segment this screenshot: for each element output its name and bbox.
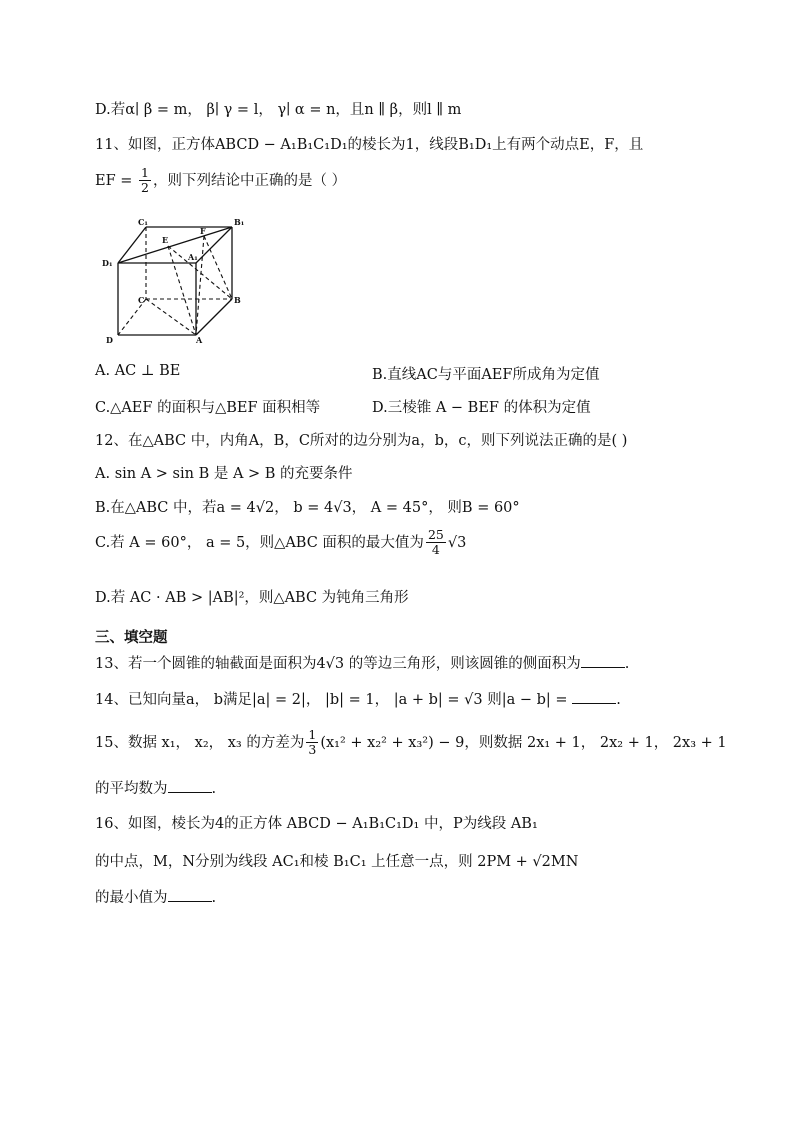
- q13-end: .: [624, 656, 630, 672]
- q12-option-c-root: √3: [447, 534, 467, 551]
- edge-b-a: [196, 299, 232, 335]
- q12-option-c-fraction: [426, 528, 446, 558]
- section-title-fill-in: 三、填空题: [95, 630, 168, 646]
- label-b: B: [234, 295, 241, 305]
- q16-end: .: [211, 890, 217, 906]
- q15-line2-text: 的平均数为: [95, 781, 168, 797]
- label-d: D: [106, 335, 113, 345]
- q15-post: (x₁² + x₂² + x₃²) − 9，则数据 2x₁ + 1， 2x₂ + 1， 2x₃ + 1: [320, 734, 727, 751]
- q15-pre: 15、数据 x₁， x₂， x₃ 的方差为: [95, 734, 305, 751]
- q13-line: [95, 652, 629, 673]
- q11-option-a: A. AC ⊥ BE: [95, 363, 181, 379]
- q15-end: .: [211, 781, 217, 797]
- q12-option-d: D.若 AC · AB > |AB|²，则△ABC 为钝角三角形: [95, 590, 409, 606]
- q11-stem-tail: ，则下列结论中正确的是（ ）: [152, 172, 347, 189]
- q11-ef-label: EF =: [95, 172, 138, 189]
- q15-frac-den: 3: [308, 742, 317, 758]
- q12-frac-den: 4: [431, 542, 440, 558]
- label-e: E: [162, 235, 169, 245]
- q12-frac-num: 25: [427, 527, 444, 542]
- segment-be: [168, 246, 232, 299]
- q16-line3-text: 的最小值为: [95, 890, 168, 906]
- label-a1: A₁: [188, 252, 198, 262]
- q12-option-a: A. sin A > sin B 是 A > B 的充要条件: [95, 466, 353, 482]
- cube-figure: [96, 215, 256, 345]
- q12-option-b: B.在△ABC 中，若a = 4√2， b = 4√3， A = 45°， 则B = 60°: [95, 500, 520, 516]
- q14-line: [95, 688, 621, 709]
- q11-option-d: D.三棱锥 A − BEF 的体积为定值: [372, 400, 591, 416]
- q11-option-b: B.直线AC与平面AEF所成角为定值: [372, 367, 600, 383]
- label-c: C: [138, 295, 145, 305]
- q15-frac-num: 1: [308, 727, 317, 742]
- q14-end: .: [616, 692, 621, 708]
- q16-line3: [95, 886, 216, 907]
- label-c1: C₁: [138, 217, 148, 227]
- q16-answer-blank[interactable]: [168, 887, 212, 902]
- q11-frac-num: 1: [141, 165, 149, 180]
- q11-frac-den: 2: [141, 180, 149, 196]
- q13-text: 13、若一个圆锥的轴截面是面积为4√3 的等边三角形，则该圆锥的侧面积为: [95, 656, 581, 672]
- q11-fraction: [139, 166, 151, 196]
- q11-stem-line2: [95, 166, 346, 196]
- q14-text: 14、已知向量a， b满足|a| = 2|， |b| = 1， |a + b| = √3 则|a − b| =: [95, 692, 573, 708]
- q12-stem: 12、在△ABC 中，内角A，B，C所对的边分别为a，b，c，则下列说法正确的是( ): [95, 433, 628, 449]
- segment-bf: [204, 236, 232, 299]
- edge-d1-c1: [118, 227, 146, 263]
- q15-fraction: [306, 728, 318, 758]
- q15-line2: [95, 777, 216, 798]
- q14-answer-blank[interactable]: [572, 689, 616, 704]
- q12-option-c-text: C.若 A = 60°， a = 5，则△ABC 面积的最大值为: [95, 534, 424, 551]
- q16-line1: 16、如图，棱长为4的正方体 ABCD − A₁B₁C₁D₁ 中，P为线段 AB₁: [95, 816, 538, 832]
- q10-option-d: D.若α∣ β = m， β∣ γ = l， γ∣ α = n，且n ∥ β，则l ∥ m: [95, 102, 462, 118]
- q16-line2: 的中点，M，N分别为线段 AC₁和棱 B₁C₁ 上任意一点，则 2PM + √2MN: [95, 854, 579, 870]
- q13-answer-blank[interactable]: [581, 653, 625, 668]
- q11-stem-line1: 11、如图，正方体ABCD − A₁B₁C₁D₁的棱长为1，线段B₁D₁上有两个动点E，F，且: [95, 137, 644, 153]
- q12-option-c: [95, 528, 466, 558]
- q15-answer-blank[interactable]: [168, 778, 212, 793]
- segment-af: [196, 236, 204, 335]
- label-f: F: [200, 226, 206, 236]
- label-a: A: [196, 335, 203, 345]
- segment-ac: [146, 299, 196, 335]
- label-d1: D₁: [102, 258, 113, 268]
- q15-line1: [95, 728, 727, 758]
- label-b1: B₁: [234, 217, 245, 227]
- q11-option-c: C.△AEF 的面积与△BEF 面积相等: [95, 400, 321, 416]
